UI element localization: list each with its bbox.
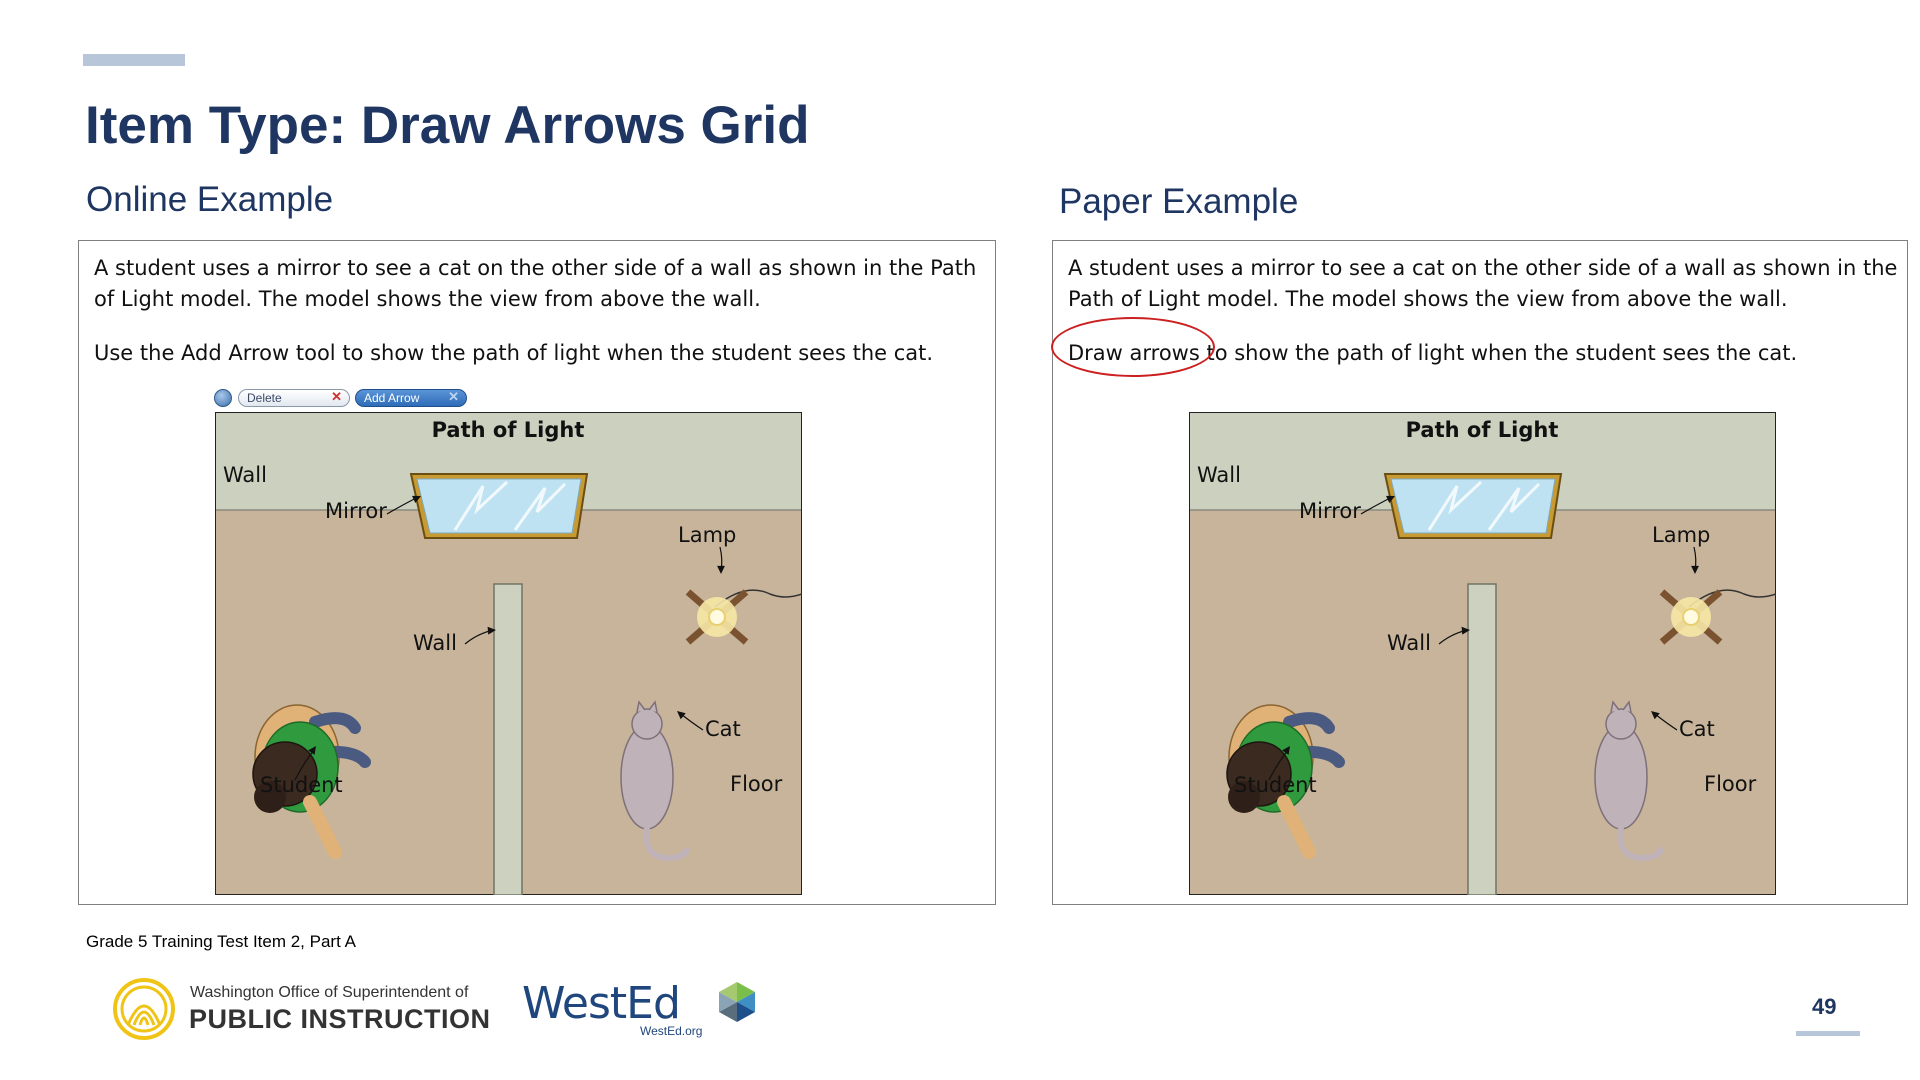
question-paragraph: A student uses a mirror to see a cat on the other side of a wall as shown in the Path of Light model. The model shows the view from above the wall. [94,256,977,311]
cat-label: Cat [1679,717,1715,741]
instruction-rest: to show the path of light when the student sees the cat. [1199,341,1798,365]
paper-example-heading: Paper Example [1059,182,1299,221]
path-of-light-diagram [215,412,802,895]
delete-button-label: Delete [247,391,282,405]
cat-label: Cat [705,717,741,741]
wall-center-label: Wall [1387,631,1431,655]
wall-center-label: Wall [413,631,457,655]
path-of-light-diagram [1189,412,1776,895]
mirror-icon [1385,474,1561,538]
ospi-name-line2: PUBLIC INSTRUCTION [189,1004,491,1034]
wall-top-label: Wall [223,463,267,487]
mirror-label: Mirror [325,499,387,523]
online-question-text [94,253,989,392]
paper-example-panel [1052,240,1908,905]
floor-label: Floor [1704,772,1757,796]
center-wall [1468,584,1496,895]
circled-phrase: Draw arrows [1068,341,1200,365]
ospi-seal-icon [112,977,176,1041]
accent-bar [83,54,185,66]
ospi-name-line1: Washington Office of Superintendent of [190,984,469,1001]
path-of-light-model[interactable] [215,412,802,895]
arrow-toolbar [214,387,474,409]
instruction-paragraph: Use the Add Arrow tool to show the path of light when the student sees the cat. [94,341,934,365]
lamp-label: Lamp [678,523,737,547]
add-arrow-button[interactable] [355,389,467,407]
source-caption: Grade 5 Training Test Item 2, Part A [86,932,356,951]
lamp-label: Lamp [1652,523,1711,547]
center-wall [494,584,522,895]
online-example-heading: Online Example [86,180,334,219]
slide-title: Item Type: Draw Arrows Grid [85,96,810,155]
wested-url: WestEd.org [640,1024,703,1038]
path-of-light-model [1189,412,1776,895]
online-example-panel [78,240,996,905]
floor-label: Floor [730,772,783,796]
student-label: Student [1234,773,1317,797]
wested-globe-icon [715,980,759,1024]
page-number: 49 [1812,994,1837,1019]
mirror-icon [411,474,587,538]
red-annotation-circle [1051,317,1215,377]
question-paragraph: A student uses a mirror to see a cat on the other side of a wall as shown in the Path of Light model. The model shows the view from above the wall. [1068,256,1898,311]
close-icon: ✕ [331,389,342,404]
wall-top-label: Wall [1197,463,1241,487]
delete-button[interactable] [238,389,350,407]
student-label: Student [260,773,343,797]
model-title: Path of Light [431,418,585,442]
mirror-label: Mirror [1299,499,1361,523]
wested-logo-text: WestEd [522,978,680,1029]
close-icon: ✕ [448,389,459,404]
paper-question-text [1068,253,1908,392]
tool-select-icon[interactable] [214,389,232,407]
add-arrow-button-label: Add Arrow [364,391,420,405]
page-accent-bar [1796,1031,1860,1036]
model-title: Path of Light [1405,418,1559,442]
